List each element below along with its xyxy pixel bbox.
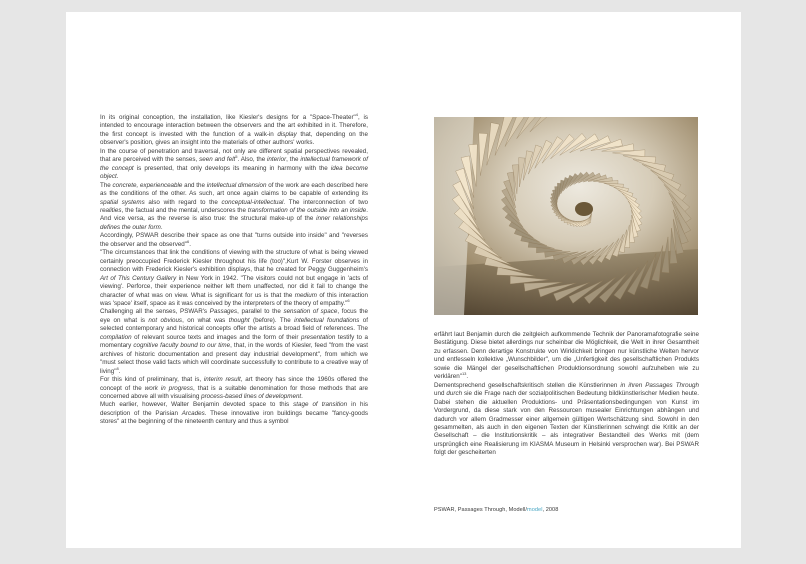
right_column-paragraph [434,331,699,382]
caption-text: PSWAR, Passages Through, Modell/ [434,507,528,513]
emphasis-text: transformation of the outside into an inside [247,206,367,214]
body-text: , on what was [182,316,229,324]
body-text: , that is a suitable denomination for those methods that are concerned above all with visualising [100,384,368,400]
body-text: . [118,367,121,375]
body-text: . Also, the [237,156,268,164]
caption-suffix: , 2008 [542,507,559,513]
body-text: , the factual and the mental, underscores the [121,206,248,214]
emphasis-text: display [277,130,297,138]
emphasis-text: intellectual foundations [294,316,360,324]
emphasis-text: realities [100,206,122,214]
left_column-paragraph [100,249,368,308]
emphasis-text: inner relationships defines the outer form [100,215,368,231]
left_column-paragraph [100,376,368,401]
body-text: , focus the eye on what is [100,308,369,324]
emphasis-text: thought [228,316,250,324]
emphasis-text: cognitive faculty bound to our time [133,342,231,350]
body-text: sie die Frage nach der sozialpolitischen Bedeutung bildkünstlerischer Medien heute. Dabei stehen die aktuellen Produktions- und Präsentationsbedingungen von Kunst im Vordergrund, da diese stark von den Ressourcen musealer Einrichtungen abhängen und dadurch vor allem Gradmesser einer allgemein gültigen Wertschätzung sind. Sowohl in den gesammelten, als auch in den eigenen Texten der Künstlerinnen schwingt die Kritik an der Gesellschaft – die Institutionskritik – als integrativer Bestandteil des Werks mit (dem ursprünglich eine Realisierung im KIASMA Museum in Helsinki versprochen war). Bei PSWAR folgt der gescheiterten [434,390,700,457]
footnote-marker: 8 [116,365,119,371]
emphasis-text: intellectual framework of the concept [100,156,368,172]
body-text: Accordingly, PSWAR describe their space as one that "turns outside into inside" and "reverses the observer and the observed" [100,232,368,248]
body-text: . [160,223,163,231]
body-text: Challenging all the senses, PSWAR's [100,308,210,316]
body-text: in New York in 1942. "The visitors could not but engage in 'acts of viewing'. Perforce, their experience neither left them unaffected, nor did it fail to change the character of what was on view. What is significant for us is that the [100,274,368,299]
emphasis-text: seen and felt [199,156,236,164]
body-text: of relevant source texts and images and the form of their [131,333,301,341]
body-text: . [189,240,191,248]
emphasis-text: spatial systems [100,198,145,206]
body-text: erfährt laut Benjamin durch die zeitgleich aufkommende Technik der Panoramafotografie seine Bestätigung. Diese bietet allerdings nur scheinbar die Möglichkeit, die Welt in ihrer Gesamtheit zu erfassen. Denn derartige Konstrukte von Wirklichkeit bringen nur künstliche Welten hervor und entfesseln kollektive „Wunschbilder", um die „Unfertigkeit des gesellschaftlichen Produkts sowie die Mängel der gesellschaftlichen Produktionsordnung sowohl aufzuheben wie zu verklären" [434,331,699,381]
body-text: , the [286,156,301,164]
body-text: For this kind of preliminary, that is, [100,376,204,384]
footnote-marker: 5 [235,154,238,160]
body-text: , parallel to the [237,308,284,316]
emphasis-text: work in progress [144,384,194,392]
body-text: Much earlier, however, Walter Benjamin devoted space to this [100,401,294,409]
body-text: (before). The [249,316,295,324]
footnote-marker: 4 [355,111,358,117]
caption-highlight: model [527,507,543,513]
footnote-marker: 6 [187,238,190,244]
body-text: Dementsprechend gesellschaftskritisch stellen die Künstlerinnen [434,381,621,389]
body-text: testify to a momentary [100,333,368,350]
body-text: of selected contemporary and historical concepts offer the artists a broad field of references. The [100,316,369,333]
emphasis-text: intellectual dimension [206,181,267,189]
emphasis-text: interior [267,156,287,164]
emphasis-text: durch [446,390,463,398]
footnote-marker: 13 [461,371,467,377]
body-text: und [434,390,447,398]
emphasis-text: Passages [209,308,238,316]
body-text: of the work are each described here as the conditions of the other. As such, art once again claims to be capable of extending its [100,181,368,198]
emphasis-text: sensation of space [283,308,338,316]
emphasis-text: Art of This Century Gallery [100,274,177,282]
body-text: The [100,181,113,189]
body-text: and the [182,181,207,189]
emphasis-text: in ihren Passages Through [620,381,699,389]
body-text: . [116,173,119,181]
left_column-paragraph [100,111,368,148]
body-text: . These innovative iron buildings became "fancy-goods stores" at the beginning of the nineteenth century and thus a symbol [100,409,369,426]
body-text: "The circumstances that link the conditions of viewing with the structure of what is being viewed certainly preoccupied Frederick Kiesler throughout his life (too)",Kurt W. Forster observes in connection with Frederick Kiesler's exhibition displays, that he created for Peggy Guggenheim's [100,249,368,274]
body-text: that, depending on the observer's position, gives an insight into the materials of other authors' works. [100,130,368,147]
body-text: , art theory has since the 1960s offered the concept of the [100,376,368,392]
emphasis-text: interim result [203,376,241,384]
emphasis-text: idea become object [100,164,368,181]
emphasis-text: process-based lines of development [201,392,302,400]
emphasis-text: compilation [100,333,132,341]
body-text: In the course of penetration and traversal, not only are different spatial perspectives revealed, that are perceived with the senses, [100,147,368,164]
body-text: , is intended to encourage interaction between the observers and the art exhibited in it. Therefore, the first concept is invested with the function of a walk-in [100,114,368,138]
right_column-paragraph [434,382,699,458]
emphasis-text: presentation [300,333,336,341]
body-text: In its original conception, the installation, like Kiesler's designs for a "Space-Theater" [100,114,356,121]
body-text: . [301,392,303,400]
left-text-column [100,111,369,427]
body-text: , that, in the words of Kiesler, feed "from the vast archives of historic documentation and present day industrial development", from which we "must select those valid facts which will coordinate successfully to contribute to a creative way of living" [100,342,368,375]
sculpture-photo [434,117,698,315]
emphasis-text: not obvious [148,316,183,324]
body-text: . The interconnection of two [283,198,368,206]
right-text-column [434,331,699,458]
spiral-sculpture-image [434,117,698,315]
body-text: . [466,373,469,381]
body-text: is presented, that only develops its meaning in harmony with the [133,164,331,172]
left_column-paragraph [100,232,368,249]
left_column-paragraph [100,182,368,233]
emphasis-text: Arcades [181,409,205,417]
image-caption [434,507,699,513]
emphasis-text: medium [294,291,317,299]
emphasis-text: stage of transition [293,401,348,409]
body-text: in his description of the Parisian [100,401,368,417]
left_column-paragraph [100,148,368,182]
body-text: of this interaction was 'space' itself, space as it was conceived by the interpreters of the theory of empathy." [100,291,369,307]
left_column-paragraph [100,401,368,426]
footnote-marker: 6 [347,297,350,303]
emphasis-text: concrete, experienceable [112,181,183,189]
left_column-paragraph [100,308,368,376]
body-text: also with regard to the [144,198,222,206]
emphasis-text: conceptual-intellectual [221,198,284,206]
body-text: . And vice versa, as the reverse is also true: the structural make-up of the [100,206,368,223]
